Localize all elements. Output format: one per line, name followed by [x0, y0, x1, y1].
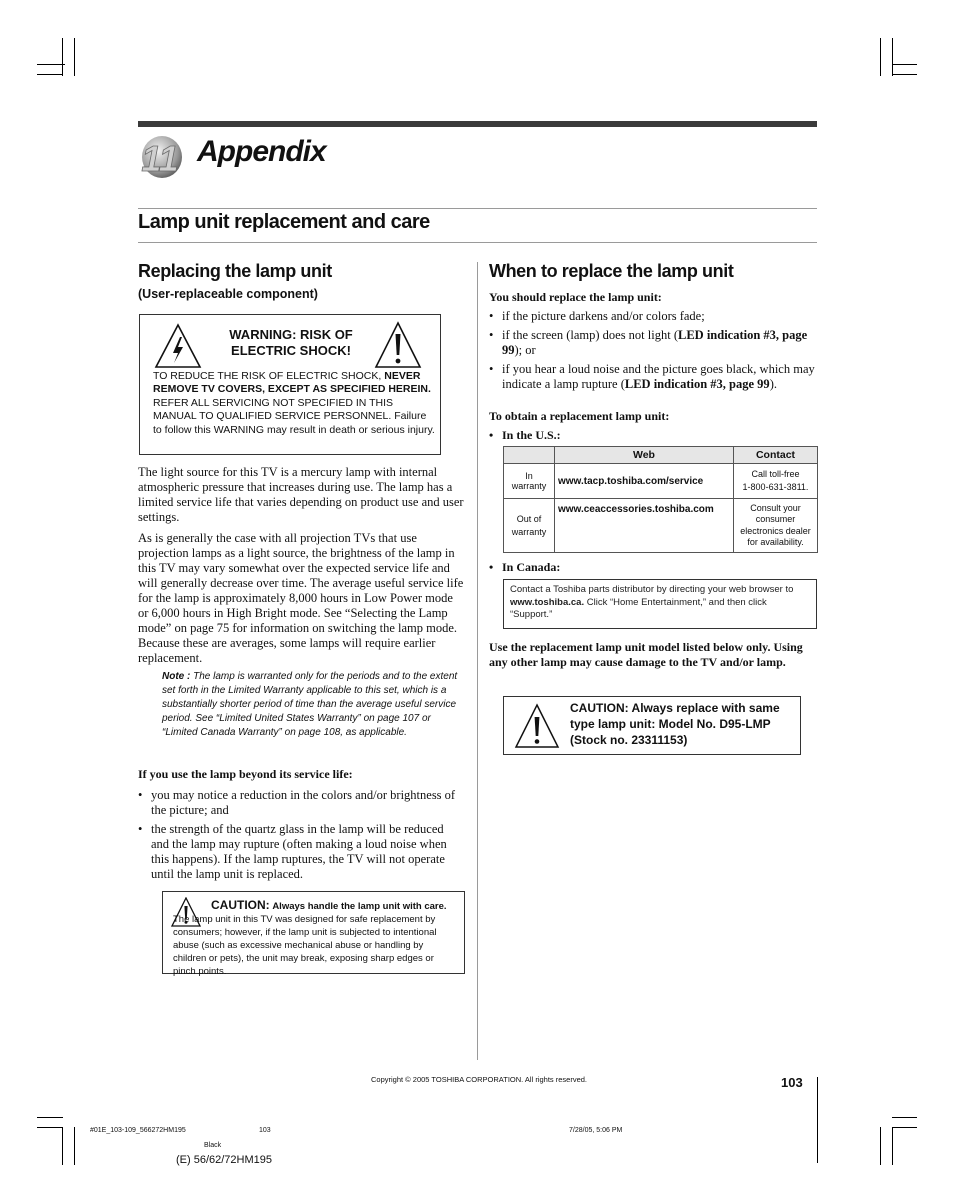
caution-bold-text: Always handle the lamp unit with care. [272, 901, 447, 912]
warning-text-d: Failure to follow this WARNING may result in death or serious injury. [153, 410, 435, 436]
table-row [504, 499, 818, 553]
canada-list [489, 560, 560, 575]
left-para-2: As is generally the case with all projection TVs that use projection lamps as a light source, the brightness of the lamp in this TV may vary somewhat over the expected service life and will generally decrease over time. The average useful service life for the lamp is approximately 8,000 hours in Low Power mode or 6,000 hours in High Bright mode. See “Selecting the Lamp mode” on page 75 for information on switching the lamp mode. Because these are averages, some lamps will require earlier replacement. [138, 531, 464, 665]
bullet2-post: ); or [514, 343, 536, 357]
section-title: Lamp unit replacement and care [138, 211, 430, 233]
note-label: Note : [162, 671, 191, 682]
warning-text-c: REFER ALL SERVICING NOT SPECIFIED IN THIS MANUAL TO QUALIFIED SERVICE PERSONNEL. [153, 396, 394, 423]
replacing-heading: Replacing the lamp unit [138, 261, 332, 281]
should-list [489, 309, 817, 392]
warning-title-line1: WARNING: RISK OF [229, 327, 353, 342]
caution-box [162, 891, 465, 977]
contact-table [503, 446, 818, 553]
lamp-note [162, 670, 462, 740]
list-item [489, 362, 817, 392]
bullet3-post: ). [769, 377, 777, 391]
column-divider [477, 262, 478, 1060]
contact-line-2: 1-800-631-3811. [742, 482, 809, 492]
chapter-title: Appendix [197, 135, 326, 168]
caution2-text: CAUTION: Always replace with same type lamp unit: Model No. D95-LMP (Stock no. 23311153) [570, 701, 780, 747]
contact-line-1: Call toll-free [751, 469, 800, 479]
bullet3-bold: LED indication #3, page 99 [624, 377, 770, 391]
table-header-blank [504, 447, 555, 464]
footer-rule [817, 1077, 818, 1163]
caution-body: The lamp unit in this TV was designed for safe replacement by consumers; however, if the lamp unit is subjected to intentional abuse (such as excessive mechanical abuse or handling by children or pets), the unit may break, exposing sharp edges or pinch points. [173, 914, 437, 977]
left-para-1: The light source for this TV is a mercury lamp with internal atmospheric pressure that increases during use. The lamp has a limited service life that varies depending on product use and user settings. [138, 465, 464, 524]
canada-text-a: Contact a Toshiba parts distributor by directing your web browser to [510, 584, 794, 595]
caution2-icon [514, 703, 560, 749]
list-item [489, 328, 817, 358]
when-heading: When to replace the lamp unit [489, 261, 734, 281]
list-item: • you may notice a reduction in the colors and/or brightness of the picture; and [138, 788, 464, 818]
list-item: • if the picture darkens and/or colors fade; [489, 309, 817, 324]
warning-title-line2: ELECTRIC SHOCK! [231, 343, 351, 358]
caution-text [173, 899, 459, 978]
slug-page: 103 [259, 1127, 271, 1134]
bullet2-bold: LED indication #3, page 99 [502, 328, 808, 357]
warning-text [153, 370, 435, 437]
beyond-list [138, 788, 464, 882]
warning-box [139, 314, 441, 455]
us-label: • In the U.S.: [489, 428, 561, 443]
section-rule-bottom [138, 242, 817, 243]
canada-label: • In Canada: [489, 560, 560, 575]
caution2-box [503, 696, 801, 755]
beyond-heading: If you use the lamp beyond its service life: [138, 767, 353, 781]
electric-shock-warning-icon [154, 323, 202, 369]
section-rule-top [138, 208, 817, 209]
canada-link[interactable]: www.toshiba.ca. [510, 596, 585, 608]
table-cell-label: In warranty [504, 464, 555, 499]
table-cell-contact: Consult your consumer electronics dealer for availability. [734, 499, 818, 553]
should-heading: You should replace the lamp unit: [489, 290, 662, 304]
chapter-number-badge [138, 135, 184, 179]
slug-date: 7/28/05, 5:06 PM [569, 1127, 623, 1134]
table-row [504, 464, 818, 499]
slug-file: #01E_103-109_566272HM195 [90, 1127, 186, 1134]
table-cell-contact [734, 464, 818, 499]
canada-box [503, 579, 817, 629]
replacing-subheading: (User-replaceable component) [138, 287, 318, 301]
us-list [489, 428, 561, 443]
slug-color: Black [204, 1142, 222, 1149]
table-cell-web-link[interactable]: www.ceaccessories.toshiba.com [555, 499, 734, 553]
exclamation-warning-icon [374, 321, 422, 369]
chapter-top-bar [138, 121, 817, 127]
note-text: The lamp is warranted only for the periods and to the extent set forth in the Limited Warranty applicable to this set, which is a substantially shorter period of time than the average useful service period. See “Limited United States Warranty” on page 107 or “Limited Canada Warranty” on page 108, as applicable. [162, 671, 458, 738]
model-number: (E) 56/62/72HM195 [176, 1154, 272, 1166]
list-item: • the strength of the quartz glass in the lamp will be reduced and the lamp may rupture (often making a loud noise when this happens). If the lamp ruptures, the TV will not operate until the lamp unit is replaced. [138, 822, 464, 882]
caution-label: CAUTION: [211, 898, 270, 912]
table-cell-label: Out of warranty [504, 499, 555, 553]
table-header-contact: Contact [734, 447, 818, 464]
page-number: 103 [781, 1075, 803, 1090]
obtain-heading: To obtain a replacement lamp unit: [489, 409, 670, 423]
bullet2-pre: if the screen (lamp) does not light ( [502, 328, 678, 342]
warning-text-bold: NEVER REMOVE TV COVERS, EXCEPT AS SPECIFIED HEREIN. [153, 370, 431, 396]
table-header-web: Web [555, 447, 734, 464]
copyright: Copyright © 2005 TOSHIBA CORPORATION. All rights reserved. [371, 1075, 588, 1084]
warning-title [206, 327, 376, 359]
bullet3-pre: if you hear a loud noise and the picture goes black, which may indicate a lamp rupture ( [502, 362, 815, 391]
chapter-number: 11 [141, 138, 179, 179]
canada-text-b: Click “Home Entertainment,” and then click “Support.” [510, 596, 767, 620]
table-cell-web-link[interactable]: www.tacp.toshiba.com/service [555, 464, 734, 499]
use-replacement-text: Use the replacement lamp unit model listed below only. Using any other lamp may cause damage to the TV and/or lamp. [489, 640, 803, 669]
warning-text-a: TO REDUCE THE RISK OF ELECTRIC SHOCK, [153, 370, 382, 382]
